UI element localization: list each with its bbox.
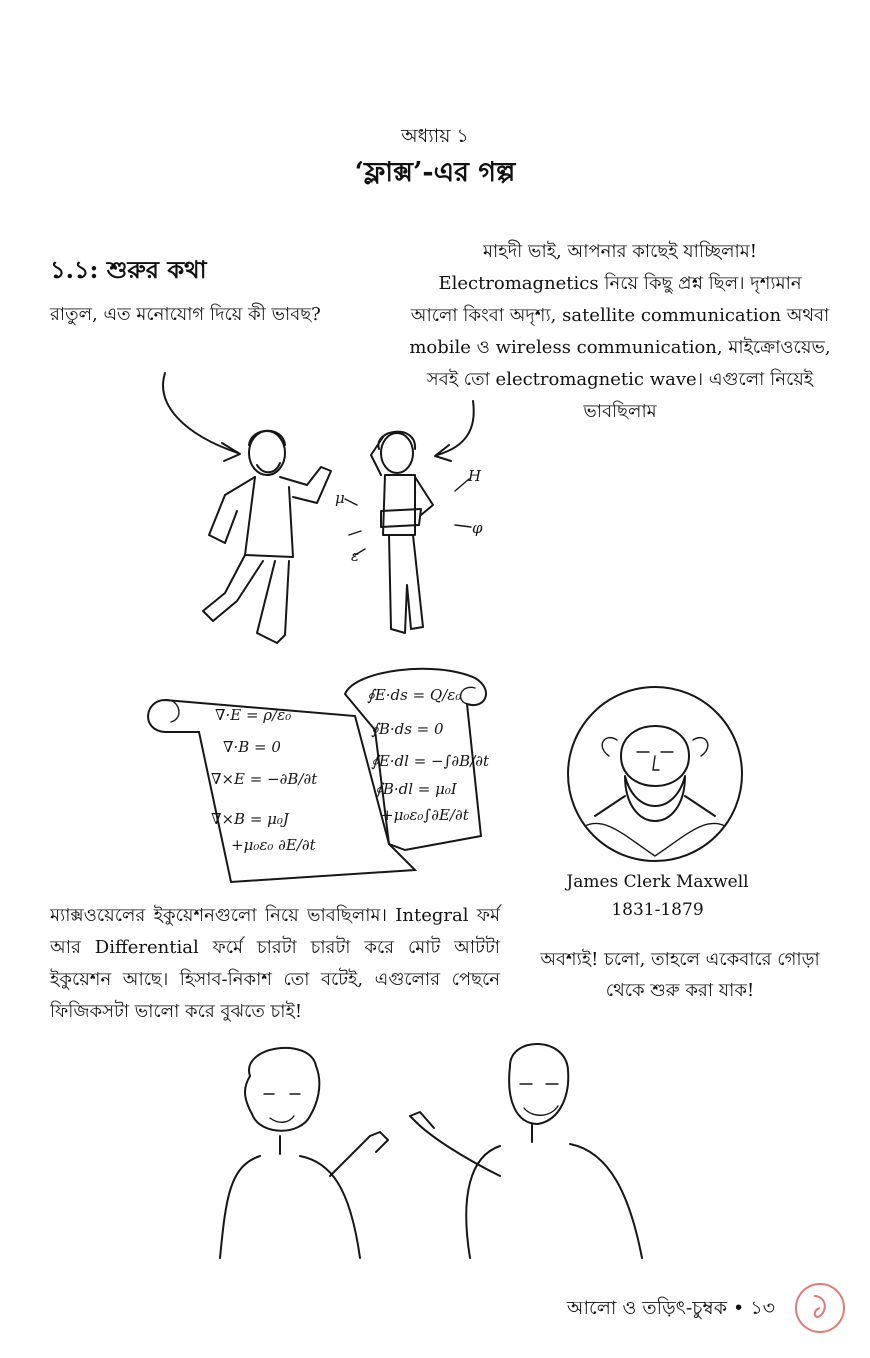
svg-text:∮E·ds = Q/ε₀: ∮E·ds = Q/ε₀	[367, 686, 462, 704]
svg-text:∇×B = μ₀J: ∇×B = μ₀J	[211, 810, 289, 828]
dialog-line: অবশ্যই! চলো, তাহলে একেবারে গোড়া	[540, 949, 820, 970]
mahdi-figure-bottom	[410, 1044, 642, 1258]
portrait-name: James Clerk Maxwell	[566, 872, 749, 892]
chapter-label: অধ্যায় ১	[401, 125, 469, 147]
maxwell-portrait	[565, 686, 745, 866]
svg-text:+μ₀ε₀∫∂E/∂t: +μ₀ε₀∫∂E/∂t	[381, 806, 469, 824]
svg-text:∇·E = ρ/ε₀: ∇·E = ρ/ε₀	[215, 706, 292, 724]
svg-text:∇·B = 0: ∇·B = 0	[223, 738, 281, 756]
svg-text:+μ₀ε₀ ∂E/∂t: +μ₀ε₀ ∂E/∂t	[231, 836, 316, 854]
svg-text:∮B·dl = μ₀I: ∮B·dl = μ₀I	[375, 780, 457, 798]
dialog-line: থেকে শুরু করা যাক!	[605, 980, 755, 1001]
walking-figures-illustration	[185, 415, 485, 655]
svg-text:∮E·dl = −∫∂B/∂t: ∮E·dl = −∫∂B/∂t	[371, 752, 490, 770]
portrait-caption	[555, 868, 760, 924]
dialog-mahdi-reply	[525, 944, 835, 1006]
svg-text:ε: ε	[351, 547, 360, 565]
stamp-logo	[792, 1280, 848, 1336]
dialog-line: ভাবছিলাম	[583, 401, 657, 422]
dialog-ratul-equations: ম্যাক্সওয়েলের ইকুয়েশনগুলো নিয়ে ভাবছিলাম। Integral ফর্ম আর Differential ফর্মে চারটা চারটা করে মোট আটটা ইকুয়েশন আছে। হিসাব-নিকাশ তো বটেই, এগুলোর পেছনে ফিজিকসটা ভালো করে বুঝতে চাই!	[50, 905, 500, 1022]
dialog-line: Electromagnetics নিয়ে কিছু প্রশ্ন ছিল। দৃশ্যমান	[438, 273, 802, 294]
mahdi-figure	[203, 431, 331, 643]
footer-page-number: ১৩	[750, 1297, 775, 1319]
dialog-mahdi-question: রাতুল, এত মনোযোগ দিয়ে কী ভাবছ?	[50, 304, 321, 325]
dialog-line: আলো কিংবা অদৃশ্য, satellite communication অথবা	[410, 305, 830, 326]
svg-text:H: H	[468, 467, 482, 485]
conversation-illustration	[220, 1036, 650, 1261]
svg-text:∮B·ds = 0: ∮B·ds = 0	[371, 720, 444, 738]
svg-text:φ: φ	[472, 519, 483, 537]
section-heading: ১.১: শুরুর কথা	[50, 255, 207, 284]
dialog-line: mobile ও wireless communication, মাইক্রোওয়েভ,	[409, 337, 831, 358]
footer-book-title: আলো ও তড়িৎ-চুম্বক	[566, 1297, 727, 1319]
footer-bullet: •	[733, 1297, 745, 1319]
page-footer	[567, 1294, 775, 1326]
chapter-title: ‘ফ্লাক্স’-এর গল্প	[354, 157, 516, 188]
dialog-line: সবই তো electromagnetic wave। এগুলো নিয়েই	[426, 369, 814, 390]
svg-text:∇×E = −∂B/∂t: ∇×E = −∂B/∂t	[211, 770, 318, 788]
svg-text:μ: μ	[335, 489, 345, 507]
maxwell-equations-scroll	[135, 660, 495, 890]
ratul-figure-bottom	[220, 1048, 388, 1258]
dialog-line: মাহদী ভাই, আপনার কাছেই যাচ্ছিলাম!	[483, 241, 757, 262]
ratul-figure	[335, 432, 483, 633]
portrait-years: 1831-1879	[611, 900, 704, 920]
